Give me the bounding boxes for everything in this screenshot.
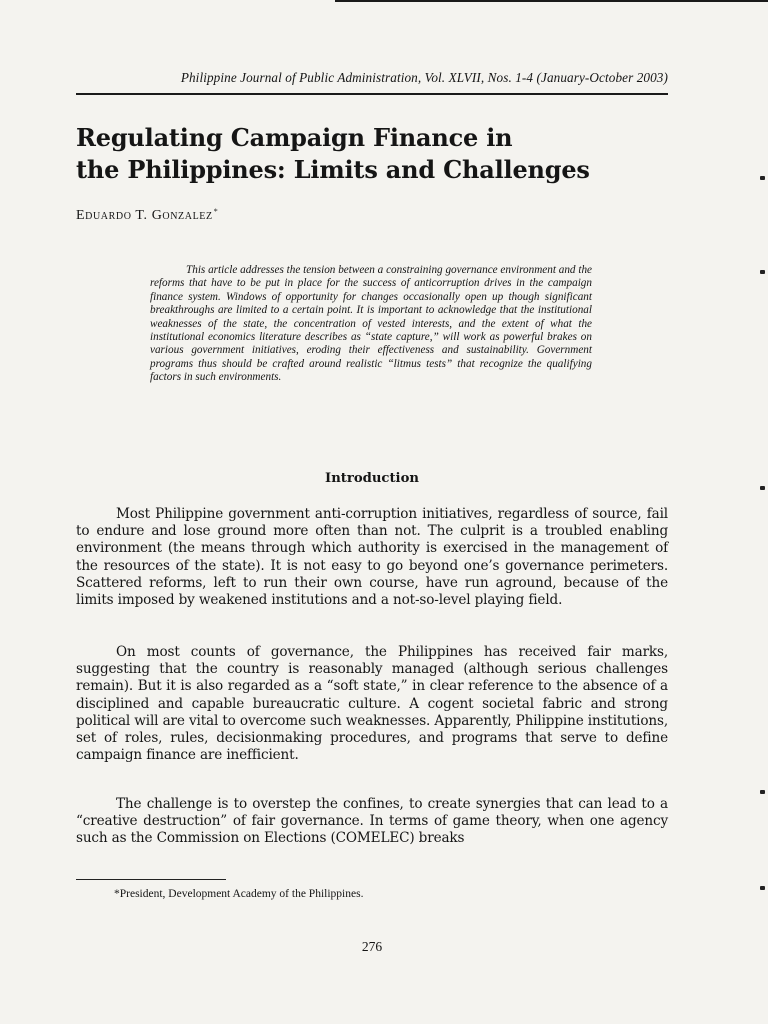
edge-mark [760, 270, 765, 274]
title-line-2: the Philippines: Limits and Challenges [76, 155, 590, 184]
journal-header: Philippine Journal of Public Administration, Vol. XLVII, Nos. 1-4 (January-October 2003) [180, 70, 668, 85]
page-number: 276 [361, 939, 383, 954]
author-footnote-mark: * [213, 207, 219, 216]
abstract: This article addresses the tension between a constraining governance environment and the reforms that have to be put in place for the success of anticorruption drives in the campaign finance system. Windows of opportunity for changes occasionally open up though significant breakthroughs are limited to a certain point. It is important to acknowledge that the institutional weaknesses of the state, the concentration of vested interests, and the extent of what the institutional economics literature describes as “state capture,” will work as powerful brakes on various government initiatives, eroding their effectiveness and sustainability. Government programs thus should be crafted around realistic “litmus tests” that recognize the qualifying factors in such environments. [150, 264, 592, 384]
body-paragraph: Most Philippine government anti-corruption initiatives, regardless of source, fail to endure and lose ground more often than not. The culprit is a troubled enabling environment (the means through which authority is exercised in the management of the resources of the state). It is not easy to go beyond one’s governance perimeters. Scattered reforms, left to run their own course, have run aground, because of the limits imposed by weakened institutions and a not-so-level playing field. [76, 506, 668, 609]
author-name: Eduardo T. Gonzalez [76, 208, 213, 223]
edge-mark [760, 886, 765, 890]
body-paragraph: The challenge is to overstep the confines, to create synergies that can lead to a “creative destruction” of fair governance. In terms of game theory, when one agency such as the Commission on Elections (COMELEC) breaks [76, 796, 668, 847]
author-byline [76, 207, 218, 224]
title-line-1: Regulating Campaign Finance in [76, 123, 513, 152]
header-rule [76, 93, 668, 95]
footnote: *President, Development Academy of the Philippines. [114, 888, 364, 900]
top-scan-rule [335, 0, 768, 2]
edge-mark [760, 486, 765, 490]
article-title [76, 122, 716, 186]
section-heading: Introduction [325, 471, 419, 486]
edge-mark [760, 176, 765, 180]
body-paragraph: On most counts of governance, the Philippines has received fair marks, suggesting that the country is reasonably managed (although serious challenges remain). But it is also regarded as a “soft state,” in clear reference to the absence of a disciplined and capable bureaucratic culture. A cogent societal fabric and strong political will are vital to overcome such weaknesses. Apparently, Philippine institutions, set of roles, rules, decisionmaking procedures, and programs that serve to define campaign finance are inefficient. [76, 644, 668, 764]
footnote-rule [76, 879, 226, 880]
edge-mark [760, 790, 765, 794]
